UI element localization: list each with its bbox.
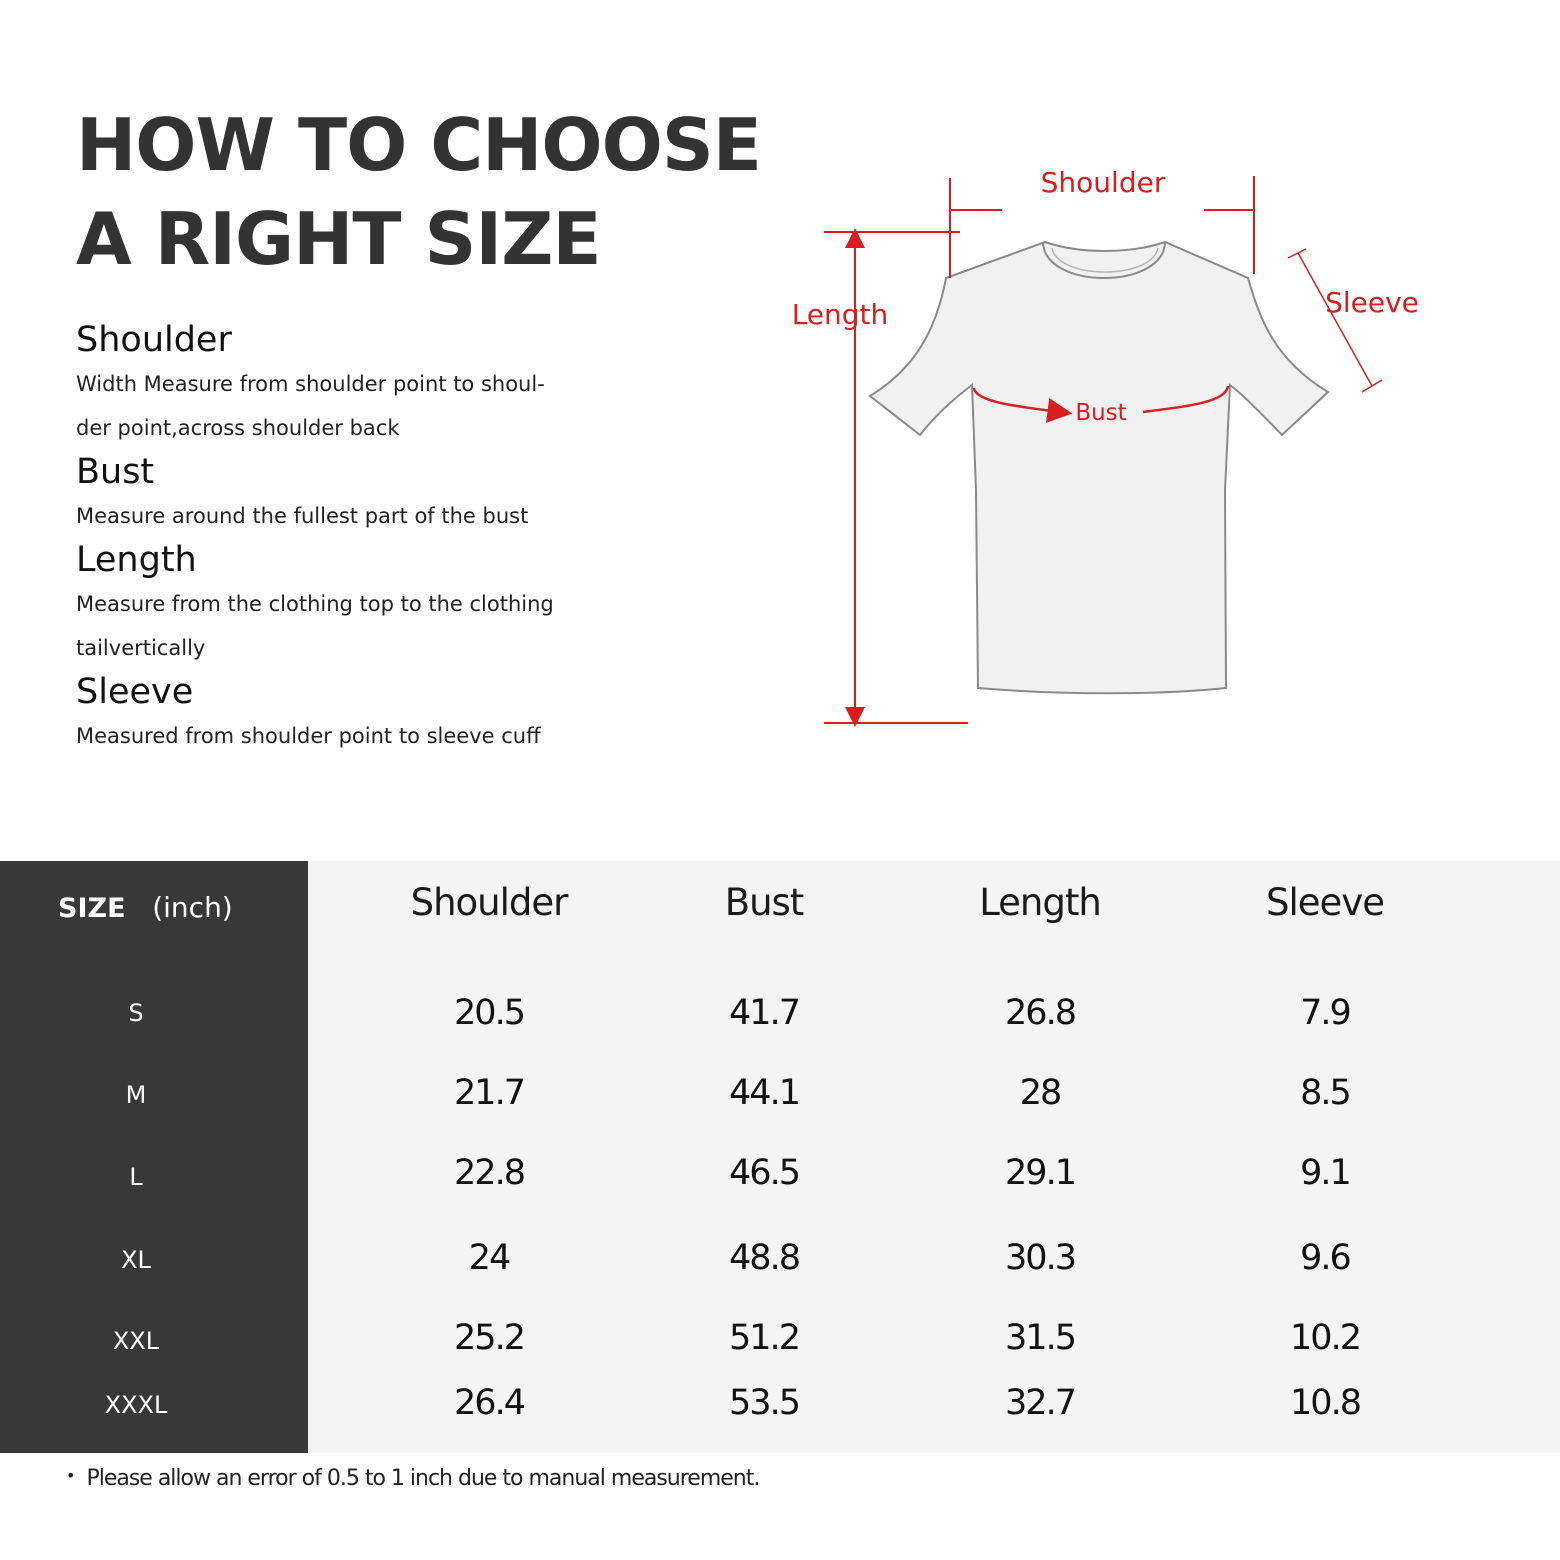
cell-xxxl-bust: 53.5 [729,1383,799,1423]
cell-xl-length: 30.3 [1005,1238,1075,1278]
cell-l-bust: 46.5 [729,1153,799,1193]
guide-desc-bust-1: Measure around the fullest part of the bust [76,504,529,528]
col-header-shoulder: Shoulder [410,881,568,924]
bullet-icon: • [66,1466,75,1485]
cell-xl-sleeve: 9.6 [1300,1238,1350,1278]
sleeve-tick-bottom [1362,380,1382,392]
cell-s-bust: 41.7 [729,993,799,1033]
cell-xxxl-sleeve: 10.8 [1290,1383,1360,1423]
bust-label: Bust [1075,400,1127,426]
guide-term-bust: Bust [76,452,155,492]
guide-desc-shoulder-1: Width Measure from shoulder point to shoul- [76,372,545,396]
cell-xxl-sleeve: 10.2 [1290,1318,1360,1358]
shoulder-label: Shoulder [1040,166,1166,199]
size-column [0,861,308,1453]
col-header-length: Length [979,881,1101,924]
sleeve-label: Sleeve [1325,286,1419,319]
measurement-guide [76,318,636,758]
cell-m-sleeve: 8.5 [1300,1073,1350,1113]
cell-xxl-length: 31.5 [1005,1318,1075,1358]
size-header [0,891,308,924]
tshirt-icon [870,242,1328,693]
col-header-sleeve: Sleeve [1266,881,1384,924]
page-title [76,98,761,286]
cell-s-sleeve: 7.9 [1300,993,1350,1033]
guide-term-length: Length [76,540,197,580]
cell-s-shoulder: 20.5 [454,993,524,1033]
size-l: L [129,1163,143,1191]
title-line-2: A RIGHT SIZE [76,197,601,281]
sleeve-tick-top [1288,249,1306,258]
length-label: Length [791,298,889,331]
size-table [0,861,1560,1453]
guide-desc-shoulder-2: der point,across shoulder back [76,416,400,440]
col-header-bust: Bust [724,881,804,924]
guide-term-shoulder: Shoulder [76,320,232,360]
cell-m-bust: 44.1 [729,1073,799,1113]
guide-desc-sleeve-1: Measured from shoulder point to sleeve cuff [76,724,541,748]
title-line-1: HOW TO CHOOSE [76,103,761,187]
cell-xxxl-length: 32.7 [1005,1383,1075,1423]
note-text: Please allow an error of 0.5 to 1 inch due to manual measurement. [86,1466,760,1491]
cell-xl-shoulder: 24 [468,1238,510,1278]
cell-xl-bust: 48.8 [729,1238,799,1278]
size-xxxl: XXXL [104,1391,168,1419]
guide-term-sleeve: Sleeve [76,672,194,712]
guide-desc-length-1: Measure from the clothing top to the clothing [76,592,554,616]
size-s: S [128,999,144,1027]
cell-m-shoulder: 21.7 [454,1073,524,1113]
guide-desc-length-2: tailvertically [76,636,206,660]
cell-s-length: 26.8 [1005,993,1075,1033]
size-xxl: XXL [112,1327,160,1355]
size-header-unit: (inch) [152,891,233,924]
cell-xxl-bust: 51.2 [729,1318,799,1358]
cell-l-shoulder: 22.8 [454,1153,524,1193]
tshirt-diagram [760,150,1460,770]
sleeve-line [1298,253,1372,386]
cell-l-length: 29.1 [1005,1153,1075,1193]
size-header-label: SIZE [58,893,126,924]
measurement-note [66,1466,759,1491]
cell-l-sleeve: 9.1 [1300,1153,1350,1193]
cell-xxl-shoulder: 25.2 [454,1318,524,1358]
cell-m-length: 28 [1019,1073,1061,1113]
size-xl: XL [121,1246,151,1274]
size-m: M [125,1081,147,1109]
cell-xxxl-shoulder: 26.4 [454,1383,524,1423]
